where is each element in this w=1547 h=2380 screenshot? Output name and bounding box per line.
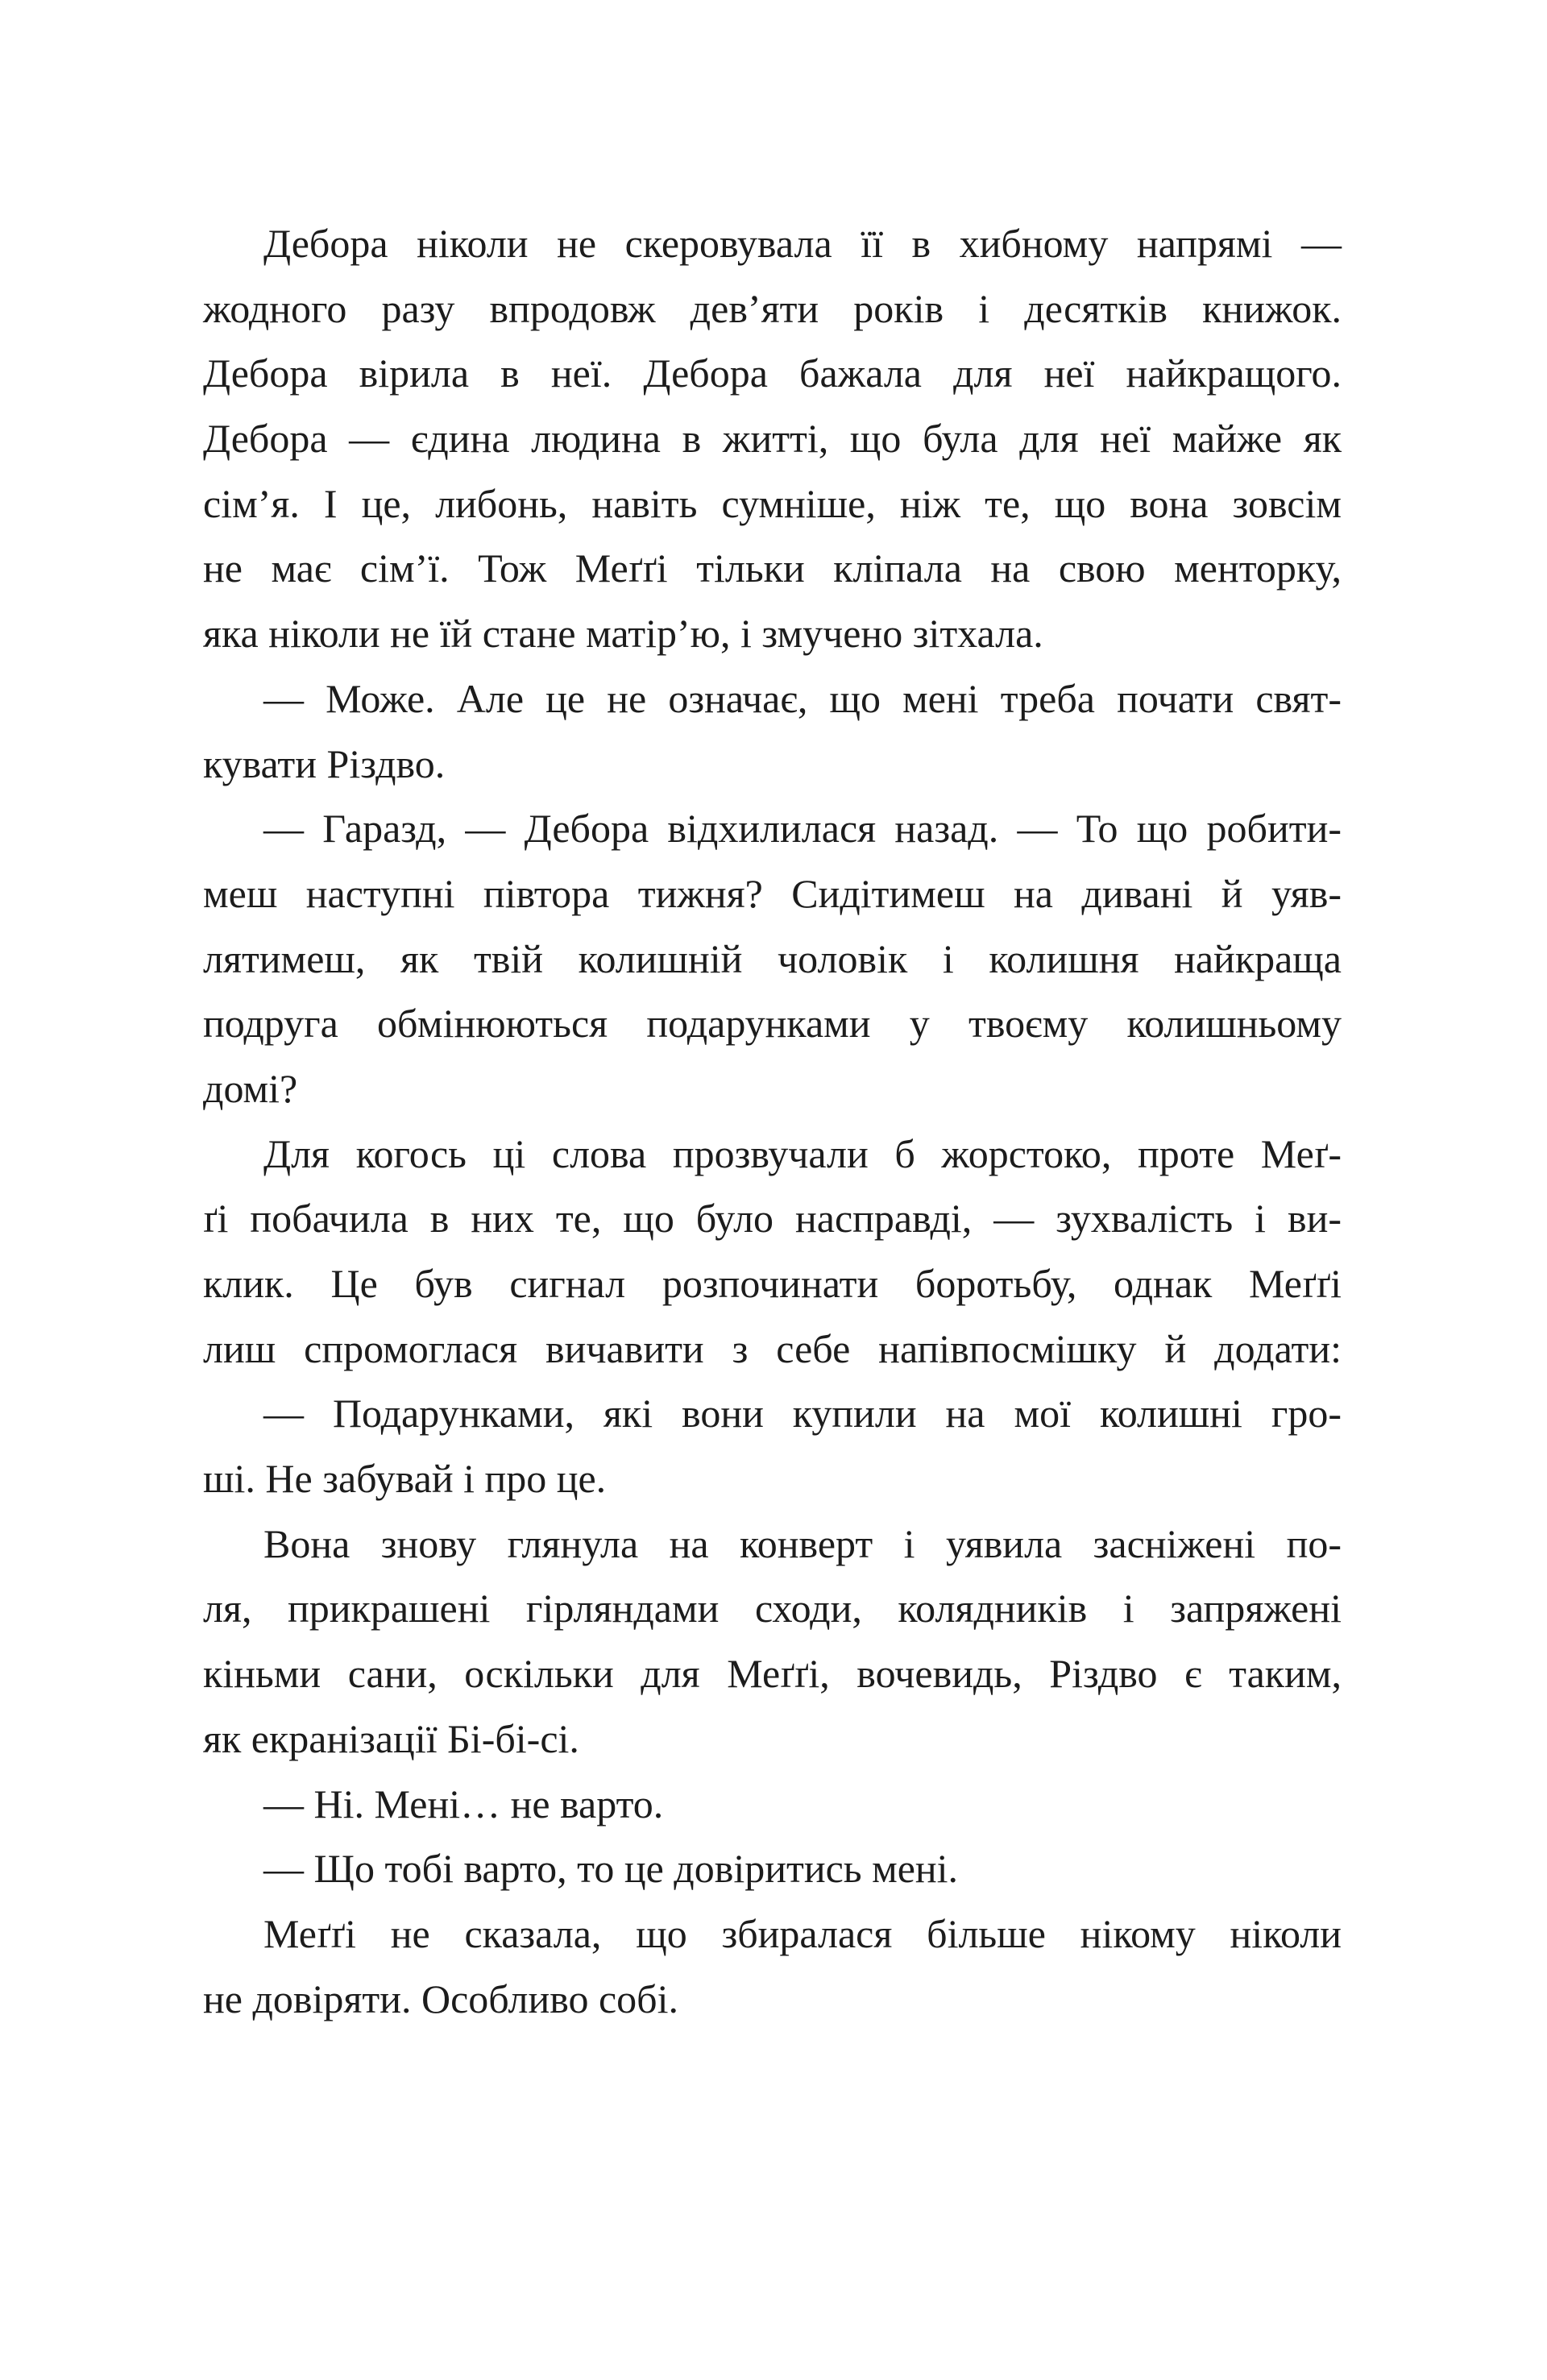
text-line: Меґґі не сказала, що збиралася більше нікому ніколи [263,1910,1342,1956]
paragraph-7 [203,1772,1342,1837]
paragraph-8 [203,1836,1342,1901]
text-line: кіньми сани, оскільки для Меґґі, вочевидь, Різдво є таким, [203,1651,1342,1697]
text-line: ґі побачила в них те, що було насправді, — зухвалість і ви- [203,1196,1342,1242]
text-line: ля, прикрашені гірляндами сходи, колядників і запряжені [203,1586,1342,1632]
text-line: не має сім’ї. Тож Меґґі тільки кліпала на свою менторку, [203,545,1342,591]
paragraph-1 [203,211,1342,666]
dialogue-line: — Що тобі варто, то це довіритись мені. [263,1846,959,1892]
text-line: клик. Це був сигнал розпочинати боротьбу, однак Меґґі [203,1261,1342,1306]
paragraph-2 [203,666,1342,796]
text-line: лятимеш, як твій колишній чоловік і колишня найкраща [203,935,1342,981]
text-line: подруга обмінюються подарунками у твоєму колишньому [203,1001,1342,1047]
text-line: як екранізації Бі-бі-сі. [203,1715,579,1761]
text-line: Дебора — єдина людина в житті, що була для неї майже як [203,416,1342,462]
text-line: яка ніколи не їй стане матір’ю, і змучено зітхала. [203,611,1043,657]
dialogue-line: — Може. Але це не означає, що мені треба почати свят- [263,675,1342,721]
text-line: Вона знову глянула на конверт і уявила засніжені по- [263,1520,1342,1566]
text-line: сім’я. І це, либонь, навіть сумніше, ніж те, що вона зовсім [203,480,1342,526]
paragraph-5 [203,1381,1342,1511]
text-line: Дебора вірила в неї. Дебора бажала для неї найкращого. [203,350,1342,396]
text-line: Для когось ці слова прозвучали б жорстоко, проте Меґ- [263,1130,1342,1176]
text-line: лиш спромоглася вичавити з себе напівпосмішку й додати: [203,1325,1342,1371]
paragraph-9 [203,1901,1342,2031]
book-page [203,211,1342,2031]
dialogue-line: — Гаразд, — Дебора відхилилася назад. — То що робити- [263,806,1342,852]
dialogue-line: — Ні. Мені… не варто. [263,1781,664,1826]
dialogue-line: — Подарунками, які вони купили на мої колишні гро- [263,1391,1342,1437]
text-line: кувати Різдво. [203,740,446,786]
text-line: Дебора ніколи не скеровувала її в хибному напрямі — [263,221,1342,266]
text-line: ші. Не забувай і про це. [203,1456,607,1502]
text-line: не довіряти. Особливо собі. [203,1976,678,2021]
text-line: домі? [203,1065,298,1111]
text-line: жодного разу впродовж дев’яти років і десятків книжок. [203,285,1342,331]
text-line: меш наступні півтора тижня? Сидітимеш на дивані й уяв- [203,870,1342,916]
paragraph-4 [203,1122,1342,1382]
paragraph-3 [203,796,1342,1121]
paragraph-6 [203,1511,1342,1772]
